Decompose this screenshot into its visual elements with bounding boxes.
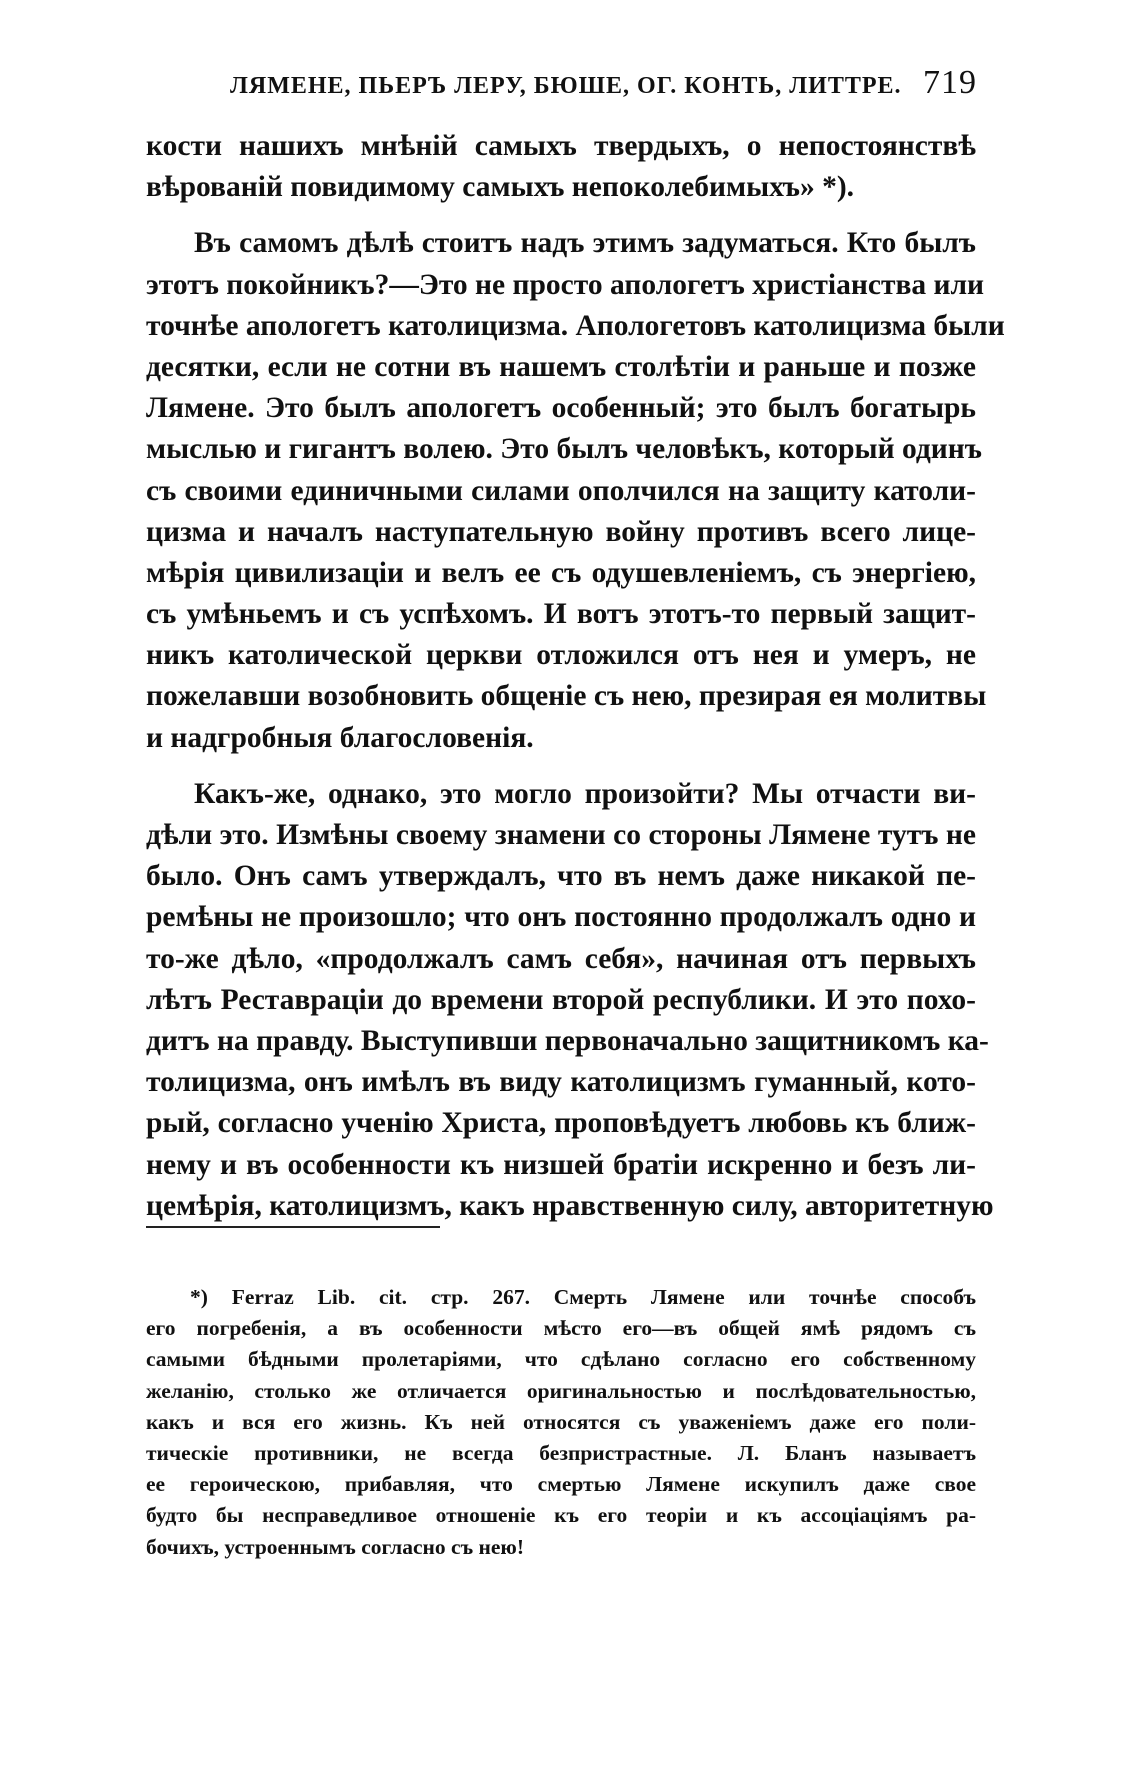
footnote-line: ее героическою, прибавляя, что смертью Лямене искупилъ даже свое <box>146 1472 976 1497</box>
text-line: мыслью и гигантъ волею. Это былъ человѣкъ, который одинъ <box>146 433 982 466</box>
text-line: этотъ покойникъ?—Это не просто апологетъ христіанства или <box>146 268 985 301</box>
text-line: никъ католической церкви отложился отъ нея и умеръ, не <box>146 639 976 672</box>
text-line: цизма и началъ наступательную войну противъ всего лице- <box>146 515 976 548</box>
text-line: дѣли это. Измѣны своему знамени со стороны Лямене тутъ не <box>146 819 976 851</box>
footnote-line: его погребенія, а въ особенности мѣсто его—въ общей ямѣ рядомъ съ <box>146 1316 976 1341</box>
footnote-line: *) Ferraz Lib. cit. стр. 267. Смерть Лямене или точнѣе способъ <box>190 1285 976 1309</box>
text-line: кости нашихъ мнѣній самыхъ твердыхъ, о непостоянствѣ <box>146 130 976 162</box>
text-line: цемѣрія, католицизмъ, какъ нравственную силу, авторитетную <box>146 1189 994 1222</box>
text-line: было. Онъ самъ утверждалъ, что въ немъ даже никакой пе- <box>146 860 976 893</box>
text-line: Какъ-же, однако, это могло произойти? Мы отчасти ви- <box>194 777 976 810</box>
text-line: съ умѣньемъ и съ успѣхомъ. И вотъ этотъ-то первый защит- <box>146 598 976 631</box>
text-line: и надгробныя благословенія. <box>146 721 534 754</box>
footnote-line: желанію, столько же отличается оригинальностью и послѣдовательностью, <box>146 1378 976 1403</box>
footnote-line: бочихъ, устроеннымъ согласно съ нею! <box>146 1534 525 1559</box>
text-line: Лямене. Это былъ апологетъ особенный; это былъ богатырь <box>146 392 976 425</box>
footnote-line: самыми бѣдными пролетаріями, что сдѣлано согласно его собственному <box>146 1347 976 1372</box>
footnote-line: тическіе противники, не всегда безпристрастные. Л. Бланъ называетъ <box>146 1440 976 1465</box>
text-line: десятки, если не сотни въ нашемъ столѣтіи и раньше и позже <box>146 350 976 383</box>
footnote-line: будто бы несправедливое отношеніе къ его теоріи и къ ассоціаціямъ ра- <box>146 1503 976 1528</box>
text-line: толицизма, онъ имѣлъ въ виду католицизмъ гуманный, кото- <box>146 1066 976 1099</box>
text-line: съ своими единичными силами ополчился на защиту католи- <box>146 474 976 507</box>
page-header <box>230 64 977 108</box>
text-line: ремѣны не произошло; что онъ постоянно продолжалъ одно и <box>146 901 976 934</box>
page-number: 719 <box>923 64 977 101</box>
text-line: мѣрія цивилизаціи и велъ ее съ одушевленіемъ, съ энергіею, <box>146 556 976 589</box>
text-line: Въ самомъ дѣлѣ стоитъ надъ этимъ задуматься. Кто былъ <box>194 227 976 260</box>
paragraph <box>146 126 976 208</box>
footnote-divider <box>146 1226 440 1228</box>
text-line: вѣрованій повидимому самыхъ непоколебимыхъ» *). <box>146 171 855 204</box>
text-line: нему и въ особенности къ низшей братіи искренно и безъ ли- <box>146 1148 976 1181</box>
footnote-line: какъ и вся его жизнь. Къ ней относятся съ уваженіемъ даже его поли- <box>146 1409 976 1434</box>
text-line: то-же дѣло, «продолжалъ самъ себя», начиная отъ первыхъ <box>146 942 976 975</box>
paragraph <box>146 774 994 1227</box>
main-text <box>146 126 1005 1227</box>
text-line: пожелавши возобновить общеніе съ нею, презирая ея молитвы <box>146 680 987 713</box>
footnote <box>146 1282 976 1563</box>
running-head: ЛЯМЕНЕ, ПЬЕРЪ ЛЕРУ, БЮШЕ, ОГ. КОНТЬ, ЛИТТРЕ. <box>230 73 902 99</box>
text-line: дитъ на правду. Выступивши первоначально защитникомъ ка- <box>146 1024 989 1057</box>
text-line: рый, согласно ученію Христа, проповѣдуетъ любовь къ ближ- <box>146 1107 976 1140</box>
text-line: лѣтъ Реставраціи до времени второй республики. И это похо- <box>146 983 976 1016</box>
text-line: точнѣе апологетъ католицизма. Апологетовъ католицизма были <box>146 309 1005 342</box>
paragraph <box>146 223 1005 758</box>
